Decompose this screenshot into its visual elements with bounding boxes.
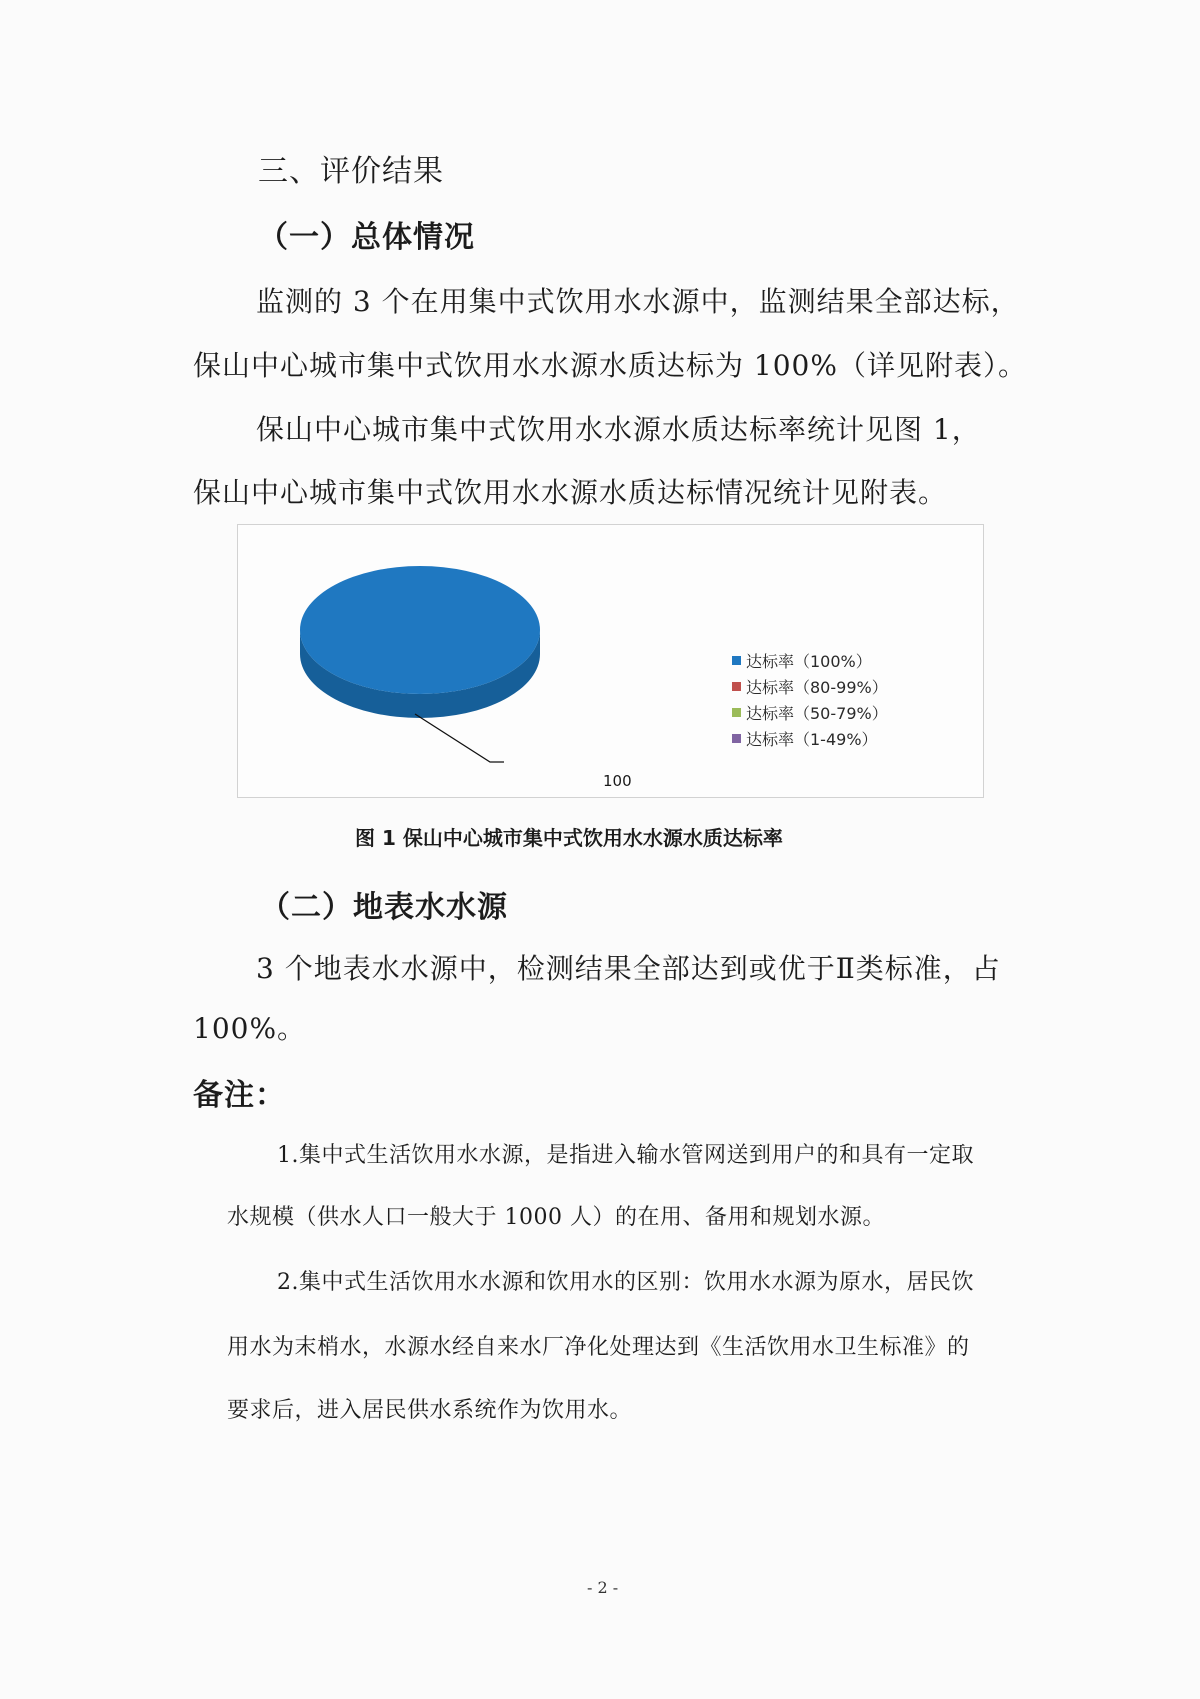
- pie-chart: [237, 524, 984, 798]
- legend-label: 达标率（80-99%）: [746, 677, 888, 697]
- note-2-line-2: 用水为末梢水，水源水经自来水厂净化处理达到《生活饮用水卫生标准》的: [227, 1335, 970, 1360]
- page-number: - 2 -: [587, 1578, 619, 1597]
- legend-label: 达标率（1-49%）: [746, 729, 878, 749]
- paragraph-3-line-2: 100%。: [193, 1012, 307, 1045]
- legend-swatch: [732, 656, 741, 665]
- legend-swatch: [732, 708, 741, 717]
- paragraph-2-line-1: 保山中心城市集中式饮用水水源水质达标率统计见图 1，: [256, 413, 981, 446]
- legend-swatch: [732, 734, 741, 743]
- leader-line: [415, 714, 504, 762]
- legend-item: [732, 647, 888, 673]
- legend-item: [732, 673, 888, 699]
- notes-heading: 备注：: [193, 1078, 286, 1113]
- legend-item: [732, 699, 888, 725]
- legend-label: 达标率（100%）: [746, 651, 872, 671]
- paragraph-1-line-1: 监测的 3 个在用集中式饮用水水源中，监测结果全部达标，: [256, 285, 1020, 318]
- paragraph-3-line-1: 3 个地表水水源中，检测结果全部达到或优于Ⅱ类标准，占: [256, 952, 1001, 985]
- paragraph-2-line-2: 保山中心城市集中式饮用水水源水质达标情况统计见附表。: [193, 476, 948, 509]
- subsection-heading-overall: （一）总体情况: [258, 220, 475, 255]
- data-label: 100: [603, 772, 632, 790]
- chart-legend: [732, 647, 888, 751]
- pie-slice: [300, 566, 540, 694]
- note-1-line-1: 1.集中式生活饮用水水源，是指进入输水管网送到用户的和具有一定取: [277, 1143, 974, 1168]
- note-1-line-2: 水规模（供水人口一般大于 1000 人）的在用、备用和规划水源。: [227, 1205, 885, 1230]
- note-2-line-3: 要求后，进入居民供水系统作为饮用水。: [227, 1398, 633, 1423]
- legend-swatch: [732, 682, 741, 691]
- legend-item: [732, 725, 888, 751]
- paragraph-1-line-2: 保山中心城市集中式饮用水水源水质达标为 100%（详见附表）。: [193, 349, 1027, 382]
- note-2-line-1: 2.集中式生活饮用水水源和饮用水的区别：饮用水水源为原水，居民饮: [277, 1270, 974, 1295]
- legend-label: 达标率（50-79%）: [746, 703, 888, 723]
- chart-caption: 图 1 保山中心城市集中式饮用水水源水质达标率: [355, 826, 783, 850]
- subsection-heading-surface-water: （二）地表水水源: [260, 890, 508, 925]
- section-heading: 三、评价结果: [258, 154, 444, 189]
